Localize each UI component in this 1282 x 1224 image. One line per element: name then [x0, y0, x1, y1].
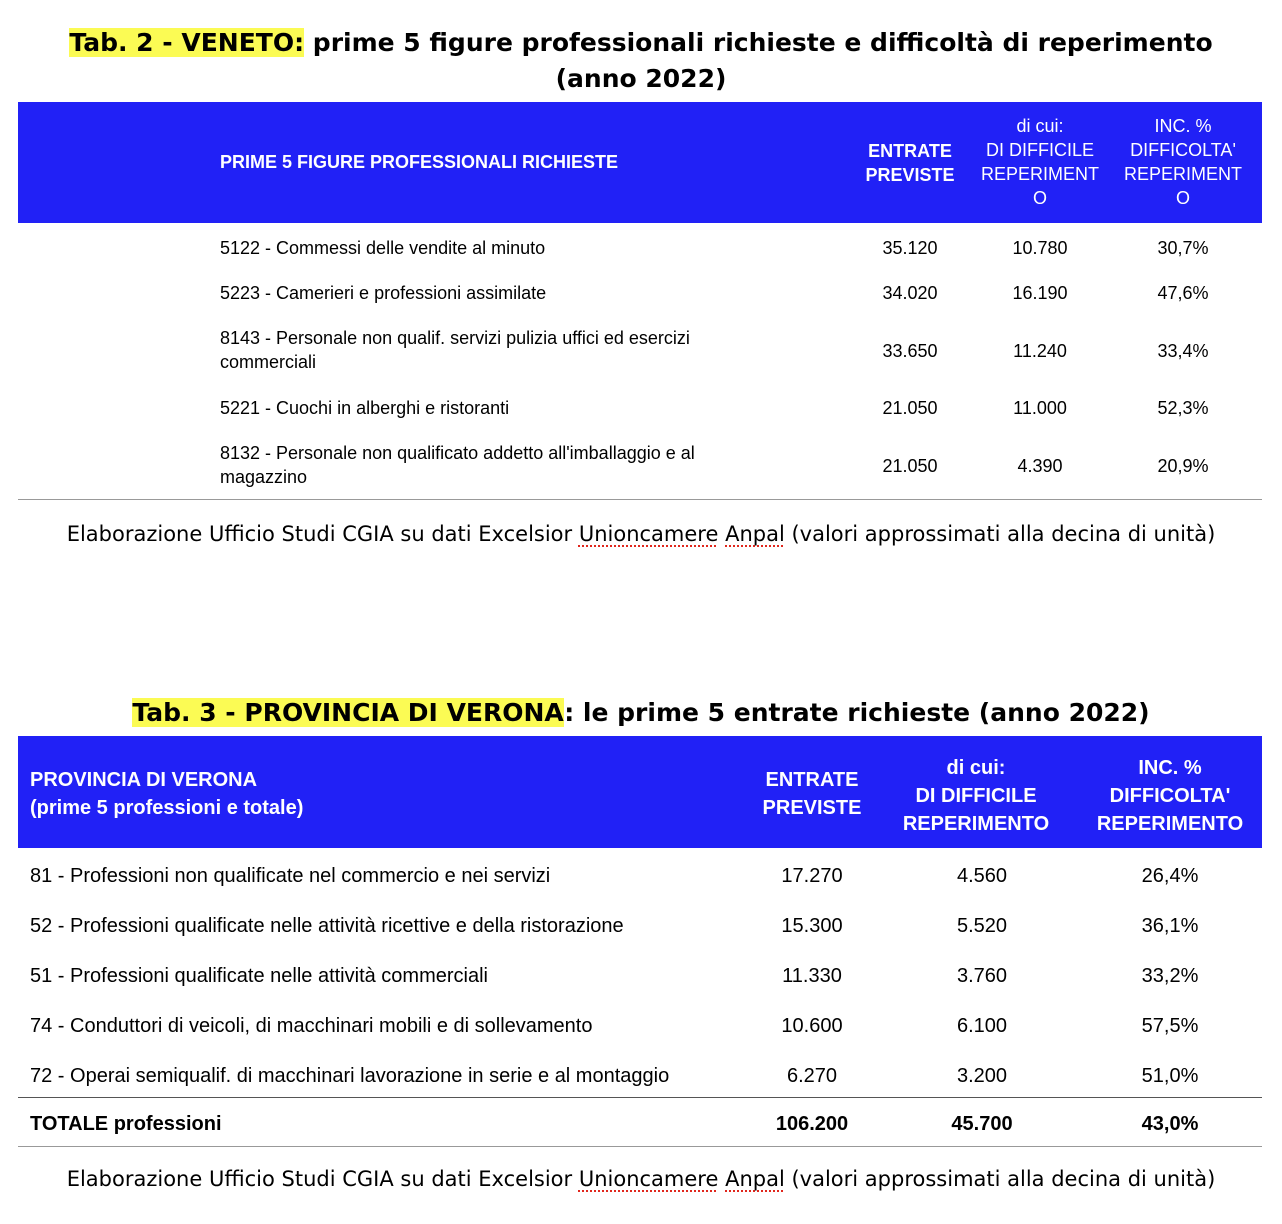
tab2-header-dicui-l4: O	[1032, 188, 1047, 208]
row-entrate: 17.270	[781, 865, 843, 887]
tab2-table	[18, 102, 1262, 487]
tab2-bottom-rule	[18, 499, 1262, 500]
tab3-header-dicui-l3: REPERIMENTO	[902, 813, 1050, 835]
tab2-header-inc-l4: O	[1175, 188, 1190, 208]
total-entrate: 106.200	[775, 1113, 849, 1135]
tab3-header-inc-l3: REPERIMENTO	[1096, 813, 1244, 835]
row-label: 5221 - Cuochi in alberghi e ristoranti	[220, 398, 510, 418]
note-anpal: Anpal	[725, 1167, 785, 1191]
row-label: 5122 - Commessi delle vendite al minuto	[220, 238, 546, 258]
note-unioncamere: Unioncamere	[578, 1167, 719, 1191]
row-label-line1: 8132 - Personale non qualificato addetto all'imballaggio e al	[220, 443, 695, 463]
table-row	[18, 912, 1262, 940]
row-label-line2: commerciali	[220, 352, 317, 372]
tab2-header-entrate-l2: PREVISTE	[865, 165, 955, 185]
row-label	[220, 441, 695, 489]
row-entrate: 35.120	[882, 238, 938, 258]
row-difficili: 10.780	[1012, 238, 1068, 258]
note-text-end: (valori approssimati alla decina di unità)	[784, 522, 1216, 546]
tab2-header-difficili	[974, 114, 1106, 210]
tab3-table	[18, 736, 1262, 1135]
table-row	[18, 326, 1262, 374]
row-difficili: 4.560	[956, 865, 1008, 887]
total-difficili: 45.700	[951, 1113, 1013, 1135]
tab3-header-dicui-l2: DI DIFFICILE	[915, 785, 1037, 807]
row-inc: 20,9%	[1157, 456, 1209, 476]
tab3-header-entrate	[746, 766, 878, 822]
table-row	[18, 281, 1262, 305]
tab2-header-row	[18, 102, 1262, 223]
row-difficili: 3.200	[956, 1065, 1008, 1087]
tab3-bottom-rule	[18, 1146, 1262, 1147]
table-row	[18, 962, 1262, 990]
tab2-header-entrate-l1: ENTRATE	[868, 141, 952, 161]
row-entrate: 10.600	[781, 1015, 843, 1037]
total-label: TOTALE professioni	[30, 1113, 222, 1135]
note-text: Elaborazione Ufficio Studi CGIA su dati Excelsior	[66, 522, 579, 546]
table-row	[18, 1062, 1262, 1090]
row-inc: 57,5%	[1141, 1015, 1199, 1037]
row-inc: 26,4%	[1141, 865, 1199, 887]
row-label: 5223 - Camerieri e professioni assimilate	[220, 283, 547, 303]
note-text-end: (valori approssimati alla decina di unità)	[784, 1167, 1216, 1191]
row-difficili: 3.760	[956, 965, 1008, 987]
row-label-line2: magazzino	[220, 467, 308, 487]
row-difficili: 4.390	[1017, 456, 1063, 476]
row-inc: 51,0%	[1141, 1065, 1199, 1087]
tab2-header-inc-l3: REPERIMENT	[1123, 164, 1242, 184]
tab3-header-entrate-l2: PREVISTE	[762, 797, 862, 819]
tab3-header-label-l1: PROVINCIA DI VERONA	[30, 769, 258, 791]
tab2-header-entrate	[856, 139, 964, 187]
note-text: Elaborazione Ufficio Studi CGIA su dati Excelsior	[66, 1167, 579, 1191]
tab3-header-label-l2: (prime 5 professioni e totale)	[30, 797, 304, 819]
row-difficili: 6.100	[956, 1015, 1008, 1037]
tab2-title-highlight: Tab. 2 - VENETO:	[69, 28, 305, 57]
row-inc: 33,4%	[1157, 341, 1209, 361]
row-difficili: 11.000	[1013, 398, 1067, 418]
tab3-title-highlight: Tab. 3 - PROVINCIA DI VERONA	[132, 698, 565, 727]
tab2-header-dicui-l1: di cui:	[1016, 116, 1064, 136]
row-label: 74 - Conduttori di veicoli, di macchinari mobili e di sollevamento	[30, 1015, 593, 1037]
row-entrate: 21.050	[882, 398, 938, 418]
row-entrate: 15.300	[781, 915, 843, 937]
tab2-header-inc-l2: DIFFICOLTA'	[1130, 140, 1236, 160]
table-row	[18, 862, 1262, 890]
tab2-header-label: PRIME 5 FIGURE PROFESSIONALI RICHIESTE	[220, 152, 619, 172]
row-label: 72 - Operai semiqualif. di macchinari lavorazione in serie e al montaggio	[30, 1065, 670, 1087]
row-entrate: 33.650	[882, 341, 938, 361]
row-entrate: 34.020	[882, 283, 938, 303]
tab3-total-top-rule	[18, 1097, 1262, 1098]
row-inc: 33,2%	[1141, 965, 1199, 987]
tab3-header-difficili	[886, 754, 1066, 838]
row-label-line1: 8143 - Personale non qualif. servizi pulizia uffici ed esercizi	[220, 328, 690, 348]
tab3-header-inc-l1: INC. %	[1138, 757, 1202, 779]
tab2-header-dicui-l2: DI DIFFICILE	[985, 140, 1094, 160]
tab2-header-inc	[1118, 114, 1248, 210]
row-label	[220, 326, 690, 374]
tab3-header-dicui-l1: di cui:	[946, 757, 1006, 779]
tab3-header-entrate-l1: ENTRATE	[765, 769, 859, 791]
note-unioncamere: Unioncamere	[578, 522, 719, 546]
tab3-title	[0, 694, 1282, 732]
table-row	[18, 1012, 1262, 1040]
row-label: 81 - Professioni non qualificate nel commercio e nei servizi	[30, 865, 551, 887]
tab2-title-year: (anno 2022)	[555, 64, 727, 93]
tab2-title	[0, 24, 1282, 62]
tab2-header-dicui-l3: REPERIMENT	[980, 164, 1099, 184]
table-row	[18, 236, 1262, 260]
tab2-source-note	[0, 519, 1282, 549]
row-difficili: 5.520	[956, 915, 1008, 937]
row-entrate: 6.270	[786, 1065, 838, 1087]
row-inc: 30,7%	[1157, 238, 1209, 258]
row-entrate: 11.330	[782, 965, 842, 987]
row-difficili: 16.190	[1012, 283, 1068, 303]
tab2-header-inc-l1: INC. %	[1154, 116, 1212, 136]
row-entrate: 21.050	[882, 456, 938, 476]
row-label: 52 - Professioni qualificate nelle attività ricettive e della ristorazione	[30, 915, 624, 937]
tab3-header-inc-l2: DIFFICOLTA'	[1109, 785, 1231, 807]
row-inc: 36,1%	[1141, 915, 1199, 937]
table-row	[18, 396, 1262, 420]
table-row	[18, 441, 1262, 489]
tab2-title-rest: prime 5 figure professionali richieste e difficoltà di reperimento	[304, 28, 1213, 57]
tab3-title-rest: : le prime 5 entrate richieste (anno 2022)	[564, 698, 1150, 727]
tab3-header-inc	[1082, 754, 1258, 838]
row-label: 51 - Professioni qualificate nelle attività commerciali	[30, 965, 488, 987]
row-difficili: 11.240	[1013, 341, 1067, 361]
row-inc: 47,6%	[1157, 283, 1209, 303]
note-anpal: Anpal	[725, 522, 785, 546]
total-row	[18, 1110, 1262, 1138]
row-inc: 52,3%	[1157, 398, 1209, 418]
tab3-source-note	[0, 1164, 1282, 1194]
tab3-header-label	[30, 766, 303, 822]
tab3-header-row	[18, 736, 1262, 848]
total-inc: 43,0%	[1141, 1113, 1199, 1135]
